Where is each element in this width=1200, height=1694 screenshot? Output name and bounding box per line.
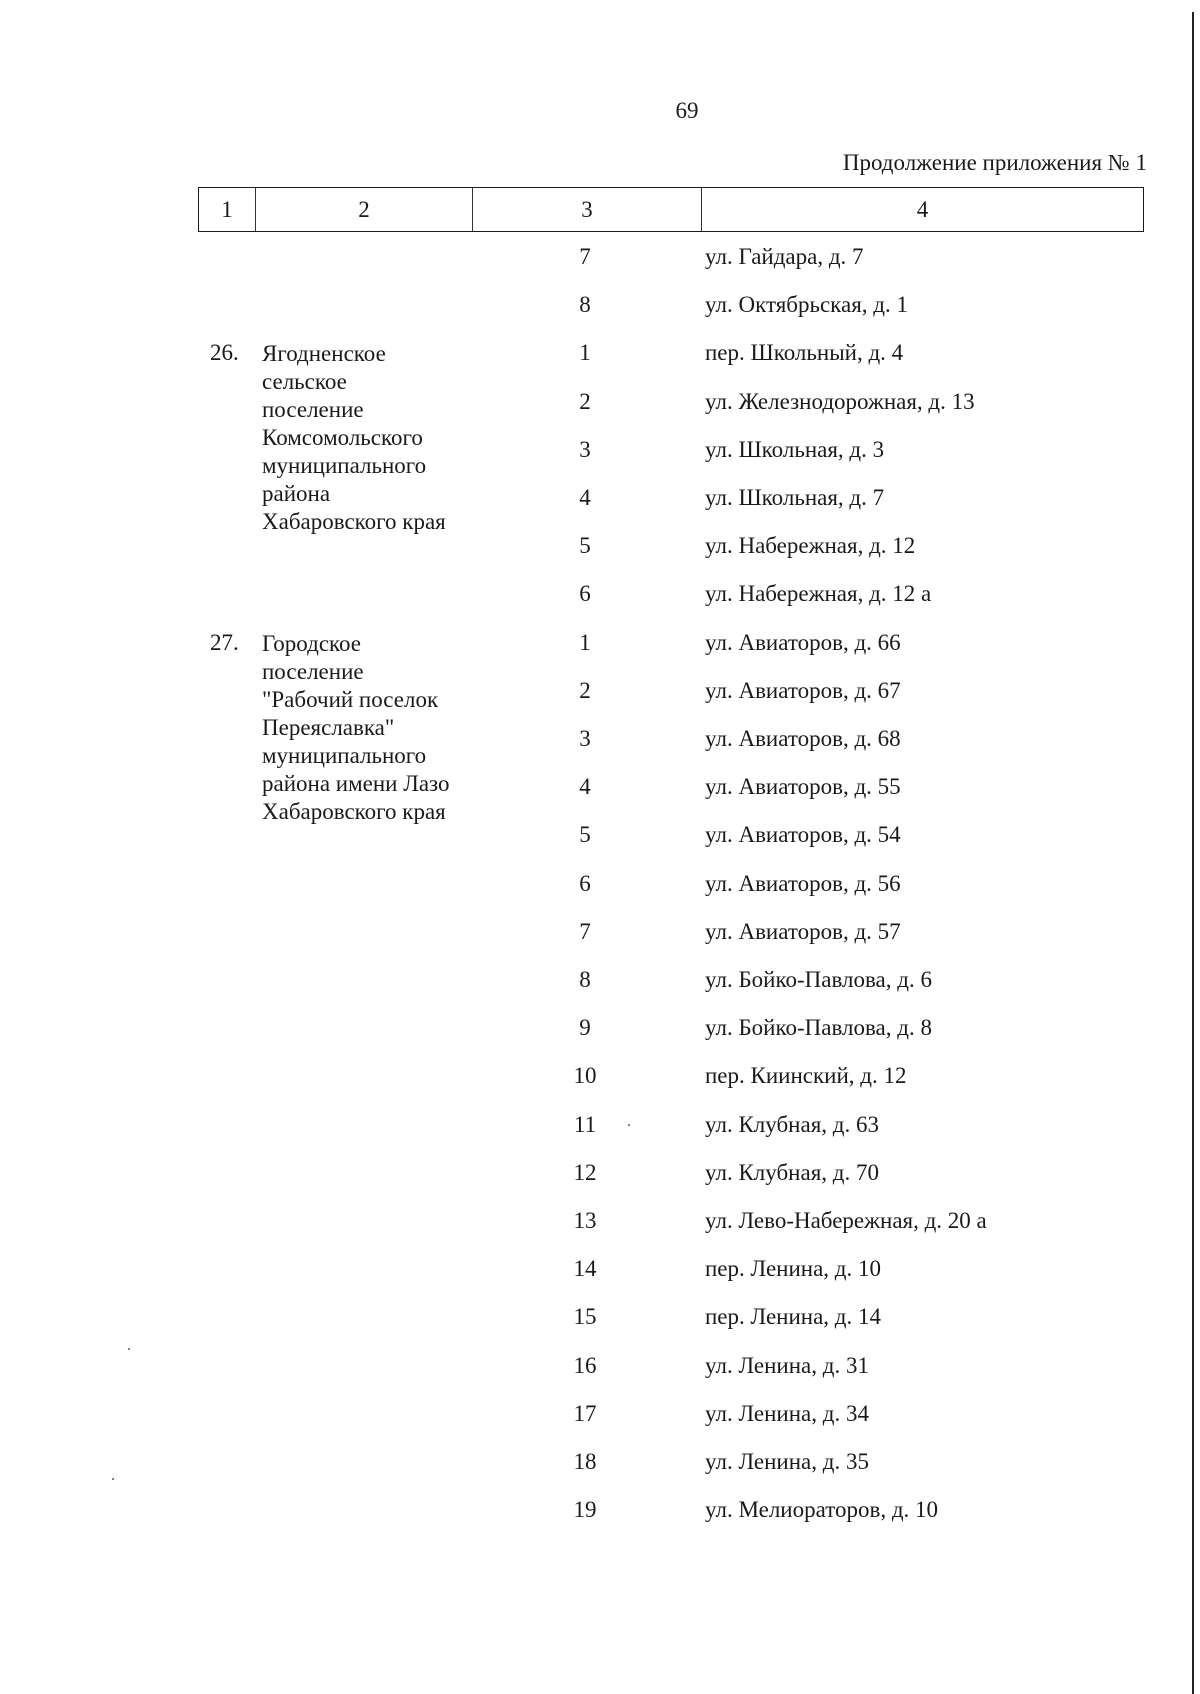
row-address: пер. Школьный, д. 4	[705, 340, 904, 366]
row-address: ул. Бойко-Павлова, д. 6	[705, 967, 932, 992]
row-number: 6	[579, 870, 591, 896]
header-col-2: 2	[256, 188, 473, 231]
row-number: 15	[573, 1304, 597, 1330]
row-number: 8	[579, 967, 591, 992]
settlement-name: Городское поселение "Рабочий поселок Переяславка" муниципального района имени Лазо Хабаровского края	[262, 630, 450, 824]
row-number: 19	[573, 1497, 597, 1523]
row-number: 2	[579, 677, 591, 703]
row-number: 1	[579, 340, 591, 366]
row-address: ул. Школьная, д. 7	[705, 485, 885, 510]
row-number: 9	[579, 1015, 591, 1041]
row-address: ул. Авиаторов, д. 66	[705, 629, 901, 655]
row-address: ул. Ленина, д. 34	[705, 1400, 869, 1426]
row-number: 12	[573, 1159, 597, 1185]
row-number: 5	[579, 533, 591, 559]
row-number: 16	[573, 1352, 597, 1378]
row-number: 6	[579, 581, 591, 607]
row-address: ул. Мелиораторов, д. 10	[705, 1497, 939, 1523]
row-number: 3	[579, 436, 591, 462]
table-header-row	[198, 187, 1144, 232]
row-address: ул. Авиаторов, д. 54	[705, 822, 901, 848]
row-number: 17	[573, 1400, 597, 1426]
row-number: 13	[573, 1208, 597, 1233]
header-col-3: 3	[473, 188, 702, 231]
row-number: 11	[573, 1111, 597, 1137]
appendix-continuation-label: Продолжение приложения № 1	[842, 150, 1147, 175]
row-address: ул. Лево-Набережная, д. 20 а	[705, 1208, 987, 1233]
settlement-name: Ягодненское сельское поселение Комсомольского муниципального района Хабаровского края	[262, 341, 446, 535]
scan-speck	[112, 1478, 114, 1480]
row-number: 4	[579, 485, 591, 510]
row-number: 8	[579, 292, 591, 318]
row-address: ул. Авиаторов, д. 56	[705, 870, 901, 896]
scan-speck	[628, 1124, 630, 1126]
row-address: ул. Набережная, д. 12	[705, 533, 916, 559]
row-number: 4	[579, 774, 591, 800]
row-address: ул. Авиаторов, д. 67	[705, 677, 901, 703]
row-address: пер. Ленина, д. 10	[705, 1256, 882, 1282]
row-address: ул. Октябрьская, д. 1	[705, 292, 908, 318]
group-number: 26.	[210, 340, 239, 366]
row-number: 2	[579, 388, 591, 414]
row-number: 3	[579, 726, 591, 751]
row-number: 18	[573, 1449, 597, 1474]
row-number: 7	[579, 244, 591, 269]
row-address: ул. Авиаторов, д. 57	[705, 918, 901, 944]
row-address: ул. Ленина, д. 31	[705, 1352, 869, 1378]
row-address: ул. Клубная, д. 63	[705, 1111, 879, 1137]
header-col-1: 1	[199, 188, 256, 231]
row-address: ул. Железнодорожная, д. 13	[705, 388, 975, 414]
row-address: пер. Киинский, д. 12	[705, 1063, 907, 1089]
row-number: 7	[579, 918, 591, 944]
row-address: ул. Клубная, д. 70	[705, 1159, 879, 1185]
row-address: ул. Школьная, д. 3	[705, 436, 885, 462]
row-number: 1	[579, 629, 591, 655]
row-address: ул. Набережная, д. 12 а	[705, 581, 932, 607]
page-number: 69	[675, 98, 699, 123]
row-address: ул. Бойко-Павлова, д. 8	[705, 1015, 932, 1041]
row-address: ул. Ленина, д. 35	[705, 1449, 869, 1474]
row-address: пер. Ленина, д. 14	[705, 1304, 882, 1330]
row-address: ул. Авиаторов, д. 68	[705, 726, 901, 751]
row-address: ул. Гайдара, д. 7	[705, 244, 864, 269]
row-address: ул. Авиаторов, д. 55	[705, 774, 901, 800]
row-number: 10	[573, 1063, 597, 1089]
row-number: 14	[573, 1256, 597, 1282]
group-number: 27.	[210, 629, 239, 655]
row-number: 5	[579, 822, 591, 848]
right-scan-border	[1192, 12, 1194, 1694]
header-col-4: 4	[916, 196, 929, 222]
scan-speck	[128, 1348, 130, 1350]
